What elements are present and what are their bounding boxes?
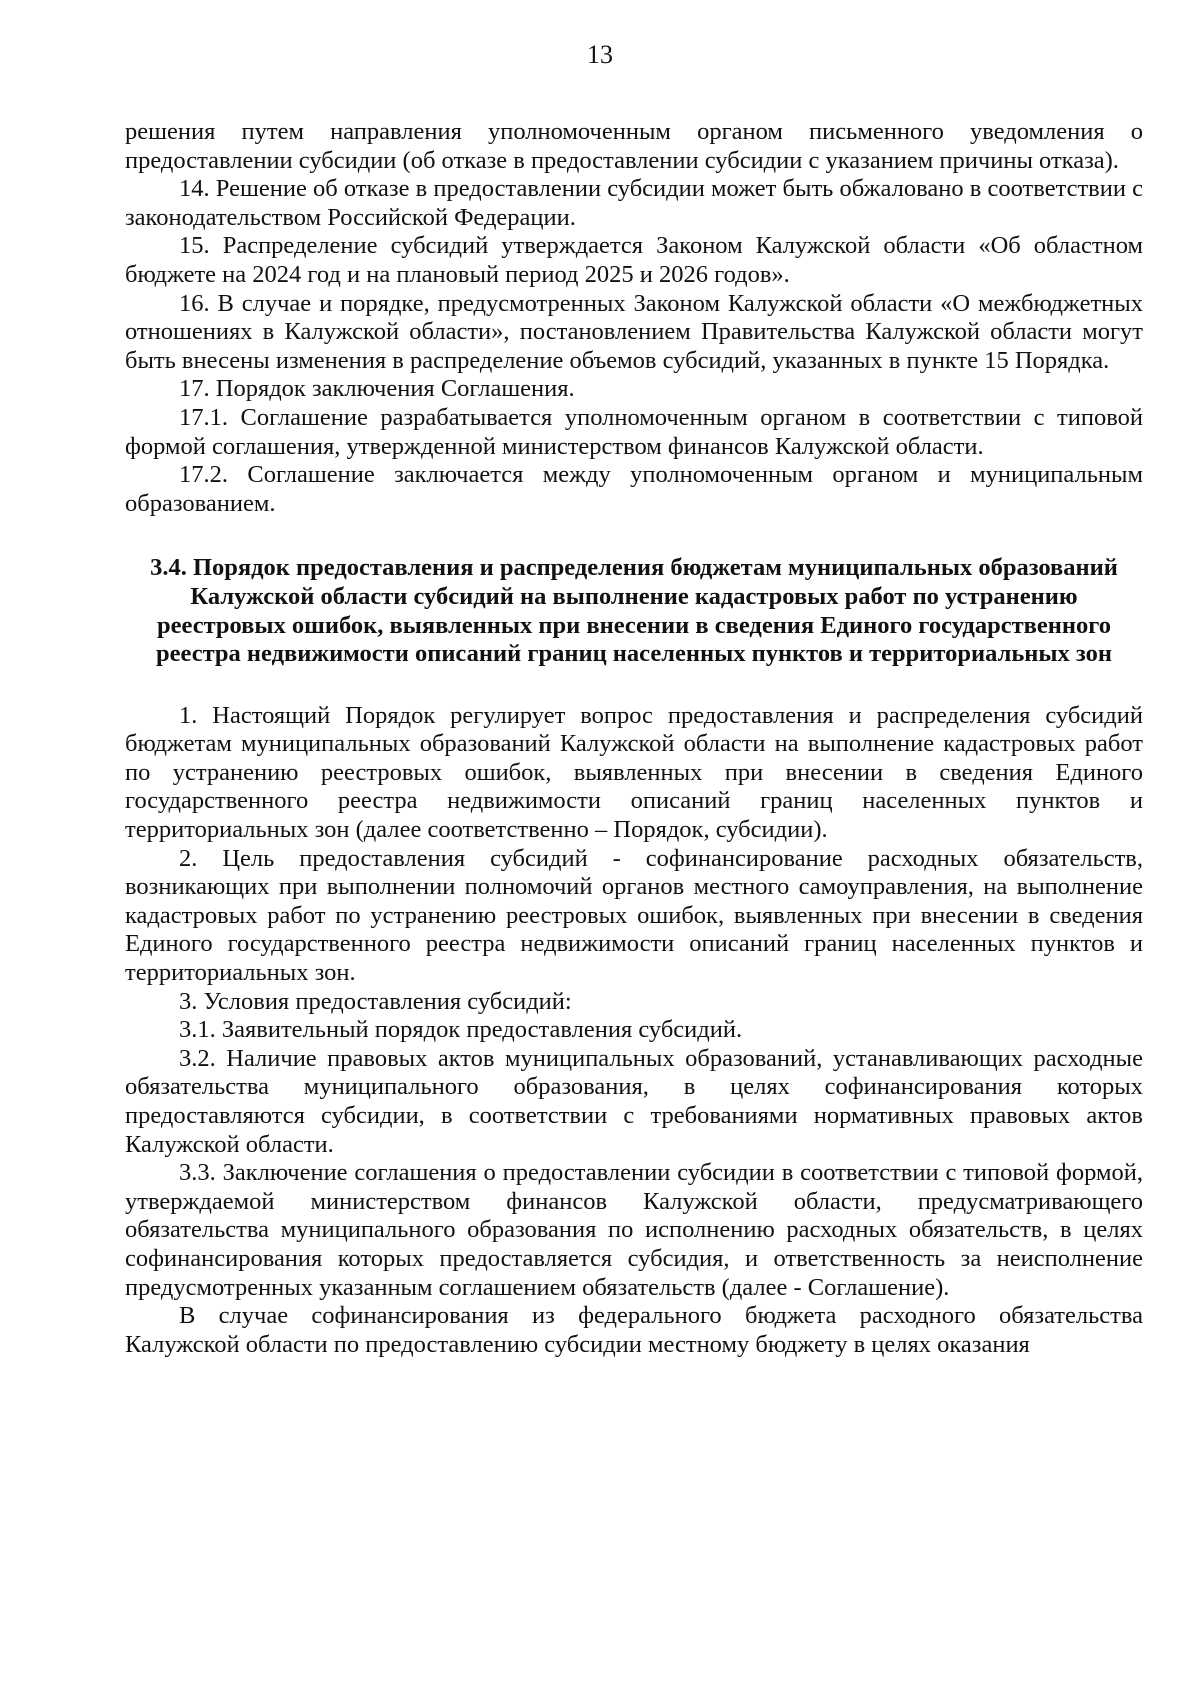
paragraph-continuation: решения путем направления уполномоченным органом письменного уведомления о предоставлении субсидии (об отказе в предоставлении субсидии с указанием причины отказа). xyxy=(125,118,1143,174)
section-heading: 3.4. Порядок предоставления и распределения бюджетам муниципальных образований Калужской области субсидий на выполнение кадастровых работ по устранению реестровых ошибок, выявленных при внесении в сведения Единого государственного реестра недвижимости описаний границ населенных пунктов и территориальных зон xyxy=(150,554,1118,668)
document-body xyxy=(125,118,1143,1359)
page-number: 13 xyxy=(587,40,613,69)
paragraph-3-1: 3.1. Заявительный порядок предоставления субсидий. xyxy=(179,1016,743,1044)
paragraph-14: 14. Решение об отказе в предоставлении субсидии может быть обжаловано в соответствии с законодательством Российской Федерации. xyxy=(125,175,1143,231)
paragraph-3-3: 3.3. Заключение соглашения о предоставлении субсидии в соответствии с типовой формой, утверждаемой министерством финансов Калужской области, предусматривающего обязательства муниципального образования по исполнению расходных обязательств, в целях софинансирования которых предоставляется субсидия, и ответственность за неисполнение предусмотренных указанным соглашением обязательств (далее - Соглашение). xyxy=(125,1159,1143,1301)
paragraph-2: 2. Цель предоставления субсидий - софинансирование расходных обязательств, возникающих при выполнении полномочий органов местного самоуправления, на выполнение кадастровых работ по устранению реестровых ошибок, выявленных при внесении в сведения Единого государственного реестра недвижимости описаний границ населенных пунктов и территориальных зон. xyxy=(125,844,1143,987)
paragraph-17-1: 17.1. Соглашение разрабатывается уполномоченным органом в соответствии с типовой формой соглашения, утвержденной министерством финансов Калужской области. xyxy=(125,403,1143,460)
paragraph-17: 17. Порядок заключения Соглашения. xyxy=(179,375,575,403)
paragraph-3: 3. Условия предоставления субсидий: xyxy=(179,987,572,1015)
paragraph-17-2: 17.2. Соглашение заключается между уполномоченным органом и муниципальным образованием. xyxy=(125,461,1143,517)
paragraph-1: 1. Настоящий Порядок регулирует вопрос предоставления и распределения субсидий бюджетам муниципальных образований Калужской области на выполнение кадастровых работ по устранению реестровых ошибок, выявленных при внесении в сведения Единого государственного реестра недвижимости описаний границ населенных пунктов и территориальных зон (далее соответственно – Порядок, субсидии). xyxy=(125,701,1143,844)
paragraph-15: 15. Распределение субсидий утверждается Законом Калужской области «Об областном бюджете на 2024 год и на плановый период 2025 и 2026 годов». xyxy=(125,232,1143,288)
paragraph-3-2: 3.2. Наличие правовых актов муниципальных образований, устанавливающих расходные обязательства муниципального образования, в целях софинансирования которых предоставляются субсидии, в соответствии с требованиями нормативных правовых актов Калужской области. xyxy=(125,1044,1143,1158)
paragraph-16: 16. В случае и порядке, предусмотренных Законом Калужской области «О межбюджетных отношениях в Калужской области», постановлением Правительства Калужской области могут быть внесены изменения в распределение объемов субсидий, указанных в пункте 15 Порядка. xyxy=(125,289,1143,374)
paragraph-cofinancing: В случае софинансирования из федерального бюджета расходного обязательства Калужской области по предоставлению субсидии местному бюджету в целях оказания xyxy=(125,1302,1143,1358)
